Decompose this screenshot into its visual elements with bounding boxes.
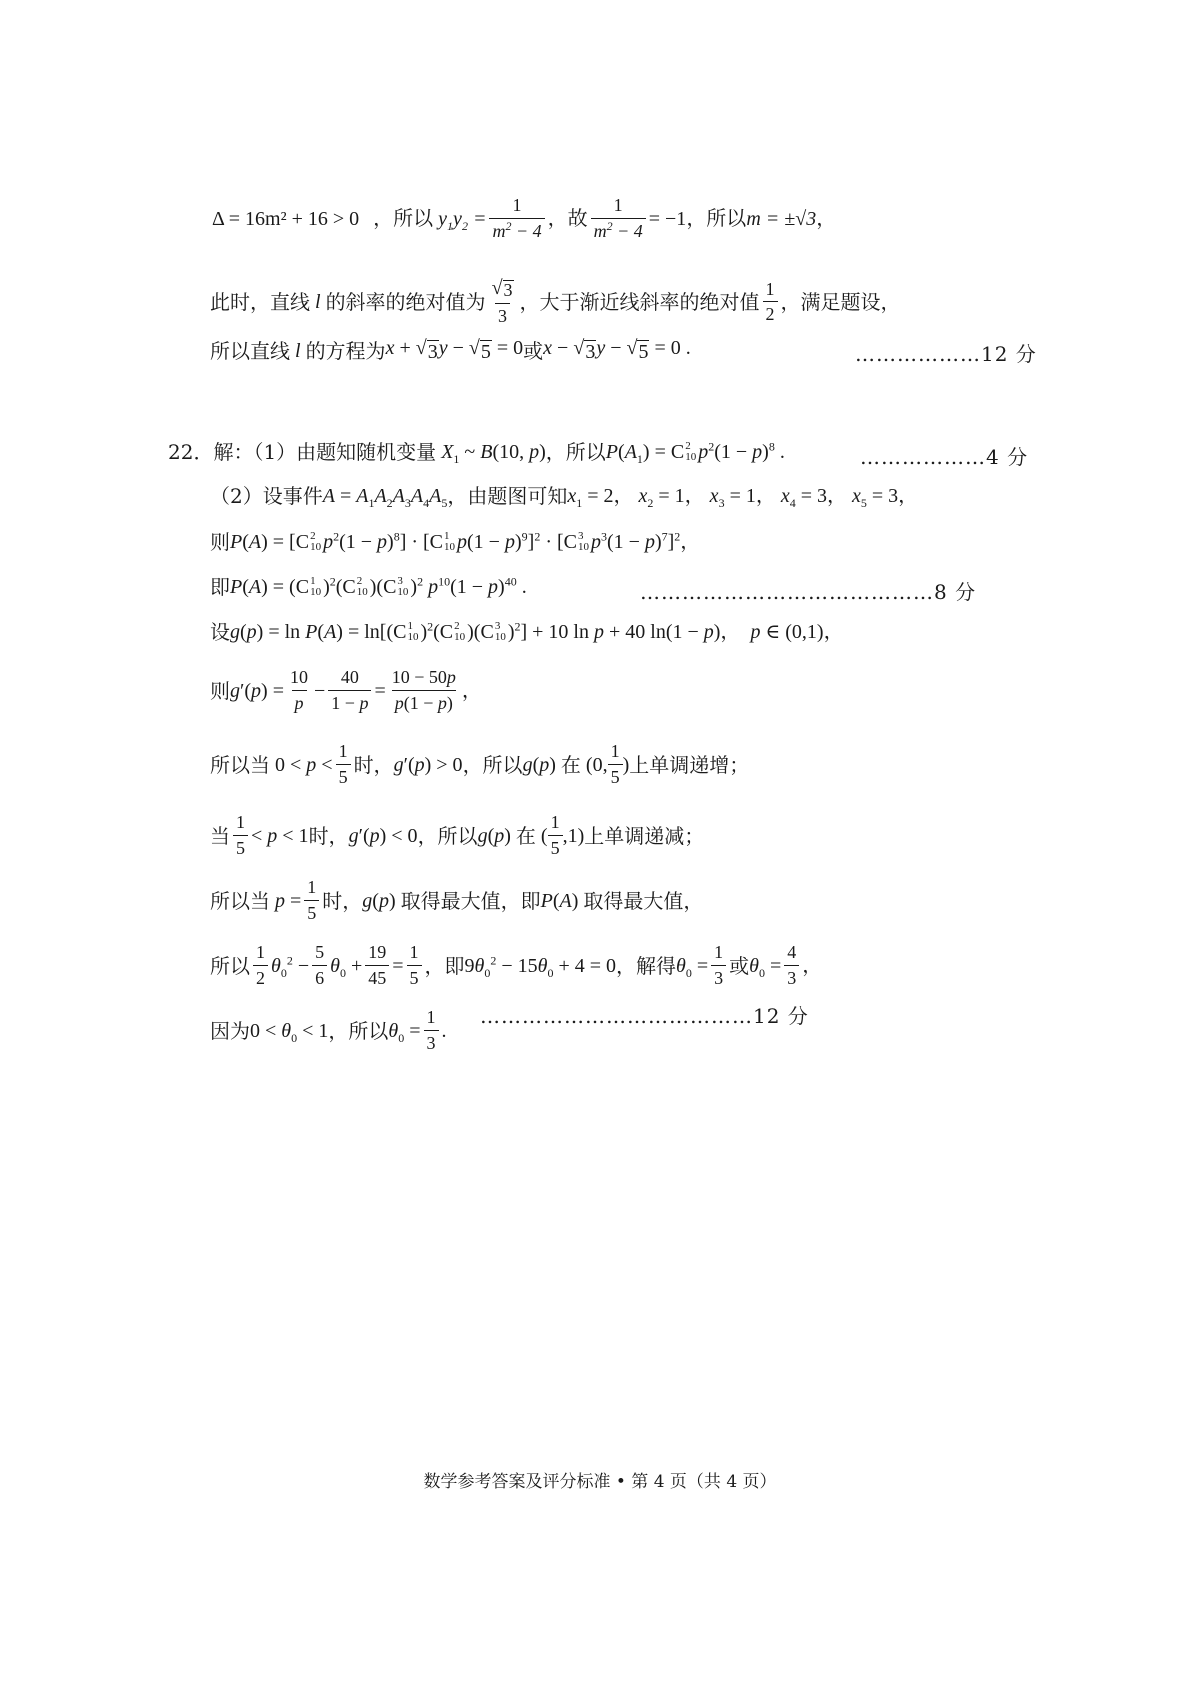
fraction: $\frac{1}{5}$	[608, 742, 623, 788]
q21-line-1: Δ = 16m² + 16 > 0 ，所以 $y_1y_2$ = $\frac{1}{m^2 - 4}$ ，故 $\frac{1}{m^2 - 4}$ = −1 ，所以 m = ±√3 ，	[212, 195, 837, 241]
fraction: √ 3 3	[491, 277, 513, 326]
q22-line-8: 当 $\frac{1}{5}$ < p < 1 时， g′(p) < 0 ，所以 g(p) 在 ( $\frac{1}{5}$ ,1) 上单调递减；	[210, 812, 705, 858]
fraction: $\frac{1}{5}$	[407, 943, 422, 989]
q22-points-1: ………………4 分	[860, 445, 1029, 469]
fraction: $\frac{1}{3}$	[424, 1008, 439, 1054]
q22-line-1: 22． 解：（1）由题知随机变量 $X_1$ ~ B(10, p) ，所以 $P(A_1) = C$ 2 10 $p^2(1 - p)^8$ .	[168, 439, 785, 466]
q22-line-7: 所以当 0 < p < $\frac{1}{5}$ 时， g′(p) > 0 ，所以 g(p) 在 (0, $\frac{1}{5}$ ) 上单调递增；	[210, 741, 750, 787]
fraction: $\frac{10}{p}$	[290, 667, 308, 713]
fraction: $\frac{1}{5}$	[336, 742, 351, 788]
fraction: $\frac{19}{45}$	[365, 943, 389, 989]
q22-line-9: 所以当 p = $\frac{1}{5}$ 时， g(p) 取得最大值，即 P(A) 取得最大值，	[210, 877, 704, 923]
fraction: $\frac{1}{m^2 - 4}$	[591, 196, 646, 242]
fraction: $\frac{1}{5}$	[304, 878, 319, 924]
fraction: $\frac{1}{2}$	[253, 943, 268, 989]
q21-line-3: 所以直线 l 的方程为 x + √ 3 y − √ 5 = 0 或 x − √ 3 y − √ 5 = 0 .	[210, 337, 691, 363]
fraction: $\frac{40}{1 - p}$	[328, 668, 371, 714]
fraction: $\frac{1}{m^2 - 4}$	[489, 196, 544, 242]
page-footer: 数学参考答案及评分标准 • 第 4 页（共 4 页）	[423, 1472, 777, 1492]
q22-line-2: （2）设事件 $A = A_1A_2A_3A_4A_5$ ，由题图可知 $x_1 = 2$， $x_2 = 1$， $x_3 = 1$， $x_4 = 3$， $x_5 = 3$，	[210, 484, 919, 510]
fraction: $\frac{10 - 50p}{p(1 - p)}$	[391, 667, 456, 713]
q22-line-5: 设 g(p) = ln P(A) = ln[(C 1 10 )$^2$(C 2 10 )(C 3 10 )$^2$] + 10 ln p + 40 ln(1 − p)， p ∈ (0,1)，	[210, 619, 844, 644]
q22-line-10: 所以 $\frac{1}{2}$ $\theta_0^2$ − $\frac{5}{6}$ $\theta_0$ + $\frac{19}{45}$ = $\frac{1}{5}$ ，即 $9\theta_0^2 - 15\theta_0 + 4 = 0$ ，解得 $\theta_0$ = $\frac{1}{3}$ 或 $\theta_0$ = $\frac{4}{3}$ ，	[210, 942, 823, 988]
m-value: m = ±√3	[746, 207, 817, 230]
q22-points-2: ……………………………………8 分	[640, 580, 977, 604]
fraction: $\frac{4}{3}$	[784, 943, 799, 989]
q22-line-6: 则 g′(p) = $\frac{10}{p}$ − $\frac{40}{1 - p}$ = $\frac{10 - 50p}{p(1 - p)}$ ，	[210, 667, 482, 713]
q21-points: ………………12 分	[855, 342, 1037, 366]
fraction: $\frac{1}{5}$	[548, 813, 563, 859]
fraction: $\frac{1}{3}$	[711, 943, 726, 989]
q22-line-4: 即 P(A) = (C 1 10 )$^2$(C 2 10 )(C 3 10 )$^2$ $p^{10}(1 - p)^{40}$ .	[210, 574, 527, 599]
fraction: $\frac{1}{2}$	[763, 280, 778, 326]
question-number: 22．	[168, 440, 214, 464]
fraction: $\frac{1}{5}$	[233, 813, 248, 859]
q22-points-3: …………………………………12 分	[480, 1004, 809, 1028]
q22-line-11: 因为 $0 < \theta_0 < 1$ ，所以 $\theta_0$ = $\frac{1}{3}$ .	[210, 1007, 447, 1053]
q22-line-3: 则 P(A) = [C 2 10 $p^2(1 - p)^8] \cdot [C$ 1 10 $p(1 - p)^9]^2 \cdot [C$ 3 10 $p^3(1 - p)^7]^2$，	[210, 529, 701, 554]
q21-line-2: 此时，直线 l 的斜率的绝对值为 √ 3 3 ，大于渐近线斜率的绝对值 $\frac{1}{2}$ ，满足题设，	[210, 277, 901, 326]
fraction: $\frac{5}{6}$	[312, 943, 327, 989]
delta-expr: Δ = 16m² + 16 > 0	[212, 207, 360, 230]
